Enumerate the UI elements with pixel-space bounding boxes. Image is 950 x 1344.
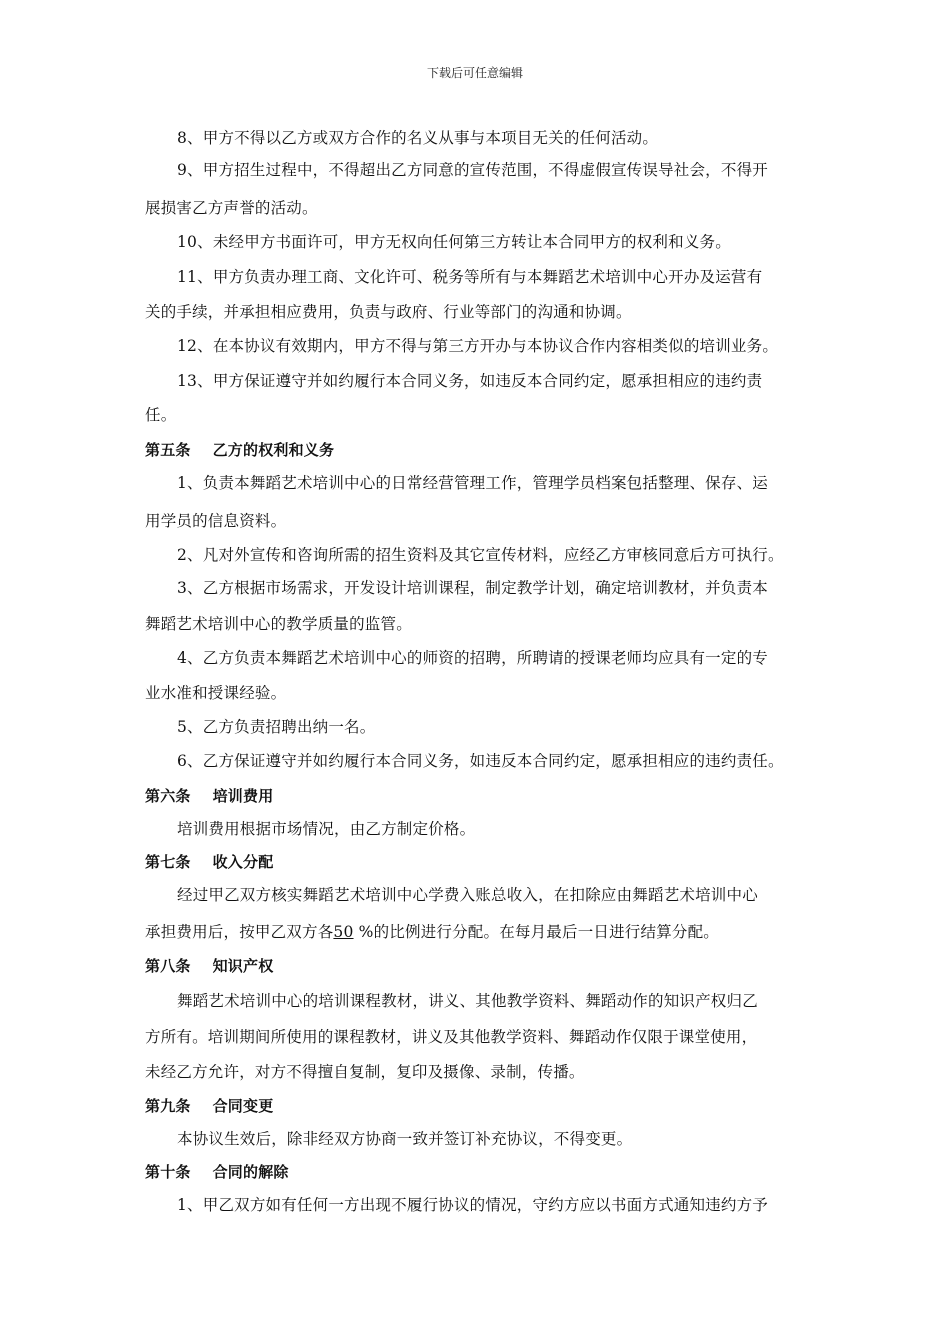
clause-b5: 5、乙方负责招聘出纳一名。 [177, 718, 376, 736]
share-percent-value: 50 [333, 923, 354, 941]
article-5-title: 乙方的权利和义务 [212, 441, 335, 459]
clause-d1-text-a: 承担费用后，按甲乙双方各 [145, 923, 334, 941]
clause-a11-line1: 11、甲方负责办理工商、文化许可、税务等所有与本舞蹈艺术培训中心开办及运营有 [177, 268, 763, 286]
clause-f1: 本协议生效后，除非经双方协商一致并签订补充协议，不得变更。 [177, 1130, 633, 1148]
clause-b6: 6、乙方保证遵守并如约履行本合同义务，如违反本合同约定，愿承担相应的违约责任。 [177, 752, 784, 770]
article-6-number: 第六条 [145, 787, 191, 805]
clause-d1-line1: 经过甲乙双方核实舞蹈艺术培训中心学费入账总收入，在扣除应由舞蹈艺术培训中心 [177, 886, 758, 904]
clause-b4-line2: 业水准和授课经验。 [145, 684, 287, 702]
article-9-title: 合同变更 [212, 1097, 274, 1115]
clause-b1-line2: 用学员的信息资料。 [145, 512, 287, 530]
clause-a13-line1: 13、甲方保证遵守并如约履行本合同义务，如违反本合同约定，愿承担相应的违约责 [177, 372, 763, 390]
clause-b2: 2、凡对外宣传和咨询所需的招生资料及其它宣传材料，应经乙方审核同意后方可执行。 [177, 546, 784, 564]
article-8-title: 知识产权 [212, 957, 274, 975]
article-8-heading [145, 956, 815, 976]
clause-a9-line2: 展损害乙方声誉的活动。 [145, 199, 318, 217]
article-9-number: 第九条 [145, 1097, 191, 1115]
clause-g1: 1、甲乙双方如有任何一方出现不履行协议的情况，守约方应以书面方式通知违约方予 [177, 1196, 768, 1214]
clause-c1: 培训费用根据市场情况，由乙方制定价格。 [177, 820, 476, 838]
article-10-heading [145, 1162, 815, 1182]
clause-b4-line1: 4、乙方负责本舞蹈艺术培训中心的师资的招聘，所聘请的授课老师均应具有一定的专 [177, 649, 768, 667]
clause-d1-text-b: %的比例进行分配。在每月最后一日进行结算分配。 [358, 923, 720, 941]
article-5-heading [145, 440, 815, 460]
clause-a10: 10、未经甲方书面许可，甲方无权向任何第三方转让本合同甲方的权利和义务。 [177, 233, 731, 251]
article-6-title: 培训费用 [212, 787, 274, 805]
clause-e1-line2: 方所有。培训期间所使用的课程教材，讲义及其他教学资料、舞蹈动作仅限于课堂使用， [145, 1028, 758, 1046]
clause-a13-line2: 任。 [145, 406, 177, 424]
page-header: 下载后可任意编辑 [426, 66, 523, 80]
article-10-title: 合同的解除 [212, 1163, 289, 1181]
article-10-number: 第十条 [145, 1163, 191, 1181]
article-7-heading [145, 852, 815, 872]
clause-b3-line1: 3、乙方根据市场需求，开发设计培训课程，制定教学计划，确定培训教材，并负责本 [177, 579, 768, 597]
article-8-number: 第八条 [145, 957, 191, 975]
clause-a11-line2: 关的手续，并承担相应费用，负责与政府、行业等部门的沟通和协调。 [145, 303, 632, 321]
article-9-heading [145, 1096, 815, 1116]
article-5-number: 第五条 [145, 441, 191, 459]
article-6-heading [145, 786, 815, 806]
clause-b1-line1: 1、负责本舞蹈艺术培训中心的日常经营管理工作，管理学员档案包括整理、保存、运 [177, 474, 768, 492]
clause-e1-line3: 未经乙方允许，对方不得擅自复制，复印及摄像、录制，传播。 [145, 1063, 585, 1081]
clause-d1-line2 [145, 922, 815, 942]
clause-b3-line2: 舞蹈艺术培训中心的教学质量的监管。 [145, 615, 412, 633]
clause-a8: 8、甲方不得以乙方或双方合作的名义从事与本项目无关的任何活动。 [177, 129, 659, 147]
clause-e1-line1: 舞蹈艺术培训中心的培训课程教材，讲义、其他教学资料、舞蹈动作的知识产权归乙 [177, 992, 758, 1010]
article-7-number: 第七条 [145, 853, 191, 871]
clause-a12: 12、在本协议有效期内，甲方不得与第三方开办与本协议合作内容相类似的培训业务。 [177, 337, 779, 355]
article-7-title: 收入分配 [212, 853, 274, 871]
clause-a9-line1: 9、甲方招生过程中，不得超出乙方同意的宣传范围，不得虚假宣传误导社会，不得开 [177, 161, 768, 179]
